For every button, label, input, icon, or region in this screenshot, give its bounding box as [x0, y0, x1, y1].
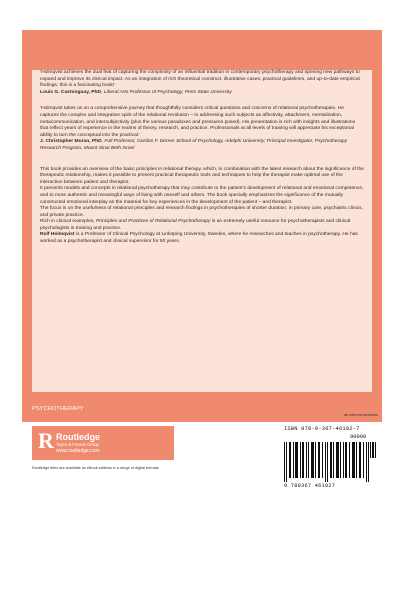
top-margin	[0, 0, 400, 30]
endorser-affiliation: Liberal Arts Professor of Psychology, Penn State University	[103, 89, 232, 95]
endorsement-attribution: Louis G. Castonguay, PhD, Liberal Arts Professor of Psychology, Penn State University	[40, 89, 232, 95]
publisher-name: Routledge	[56, 432, 100, 442]
informa-tagline: an informa business	[344, 413, 378, 417]
author-name: Rolf Holmqvist	[40, 232, 75, 238]
price-code: 90000	[350, 434, 367, 440]
endorser-name: Louis G. Castonguay, PhD	[40, 89, 102, 95]
description-paragraph: The focus is on the usefulness of relational principles and research findings in psychotherapies of shorter duration, in primary care, psychiatric clinics, and private practice.	[40, 206, 363, 218]
barcode-icon	[282, 442, 378, 482]
publisher-area	[22, 413, 382, 578]
book-title: Principles and Practices of Relational Psychotherapy	[96, 219, 211, 225]
routledge-logo	[32, 426, 174, 460]
endorsement-quote: ‘Holmqvist takes us on a comprehensive journey that thoughtfully considers critical questions and concerns of relational psychotherapies. He captures the complex and integrative spirit of the relational revolution – in addressing such subjects as affectivity, attachment, mentalization, metacommunication, and intersubjectivity (plus the various paradoxes and pressures posed). His presentation is rich with insights and illustrations that reflect years of experience in the realms of theory, research, and practice. Professionals at all levels of training will appreciate his exceptional ability to turn the conceptual into the practical.’	[40, 106, 356, 138]
ebook-note: Routledge titles are available as eBook editions in a range of digital formats	[32, 466, 159, 470]
barcode-digits: 9 780367 461027	[284, 483, 336, 489]
description-text: is an extremely useful resource for psychotherapists and clinical psychologists in training and practice.	[40, 219, 351, 231]
isbn-text: ISBN 978-0-367-46102-7	[284, 426, 360, 432]
author-bio	[40, 232, 364, 245]
endorsement	[40, 70, 364, 96]
endorsement-quote: ‘Holmqvist achieves the dual feat of capturing the complexity of an influential tradition in contemporary psychotherapy and opening new pathways to expand and improve its clinical impact. As an integration of rich theoretical construct, illustrative cases, practical guidelines, and up-to-date empirical findings, this is a fascinating book!’	[40, 70, 360, 89]
description-text: Rich in clinical examples,	[40, 219, 96, 225]
description-paragraph: This book provides an overview of the basic principles in relational therapy, which, in combination with the latest research about the significance of the therapeutic relationship, makes it possible to present practical therapeutic tools and techniques to help the therapist make optimal use of the interaction between patient and therapist.	[40, 166, 364, 185]
bottom-margin	[0, 578, 400, 600]
publisher-url: www.routledge.com	[56, 448, 100, 454]
text-panel	[32, 70, 372, 392]
endorsement	[40, 106, 364, 152]
endorsement-attribution: J. Christopher Muran, PhD, Full Professor, Gordon F. Derner School of Psychology, Adelphi University; Principal Investigator, Psychotherapy Research Program, Mount Sinai Beth Israel	[40, 139, 348, 151]
description-paragraph: It presents models and concepts in relational psychotherapy that may contribute to the patient’s development of relational and emotional competence, and to more authentic and meaningful ways of living with oneself and others. The book specially emphasizes the significance of the mutually constructed emotional interplay as the material for key experiences in the development of the patient – and therapist.	[40, 186, 364, 205]
publisher-group: Taylor & Francis Group	[56, 442, 99, 447]
endorser-affiliation: Full Professor, Gordon F. Derner School of Psychology, Adelphi University; Principal Investigator, Psychotherapy Research Program, Mount Sinai Beth Israel	[40, 139, 348, 151]
description-paragraph	[40, 219, 364, 232]
subject-category: PSYCHOTHERAPY	[32, 406, 84, 412]
endorser-name: J. Christopher Muran, PhD	[40, 139, 102, 145]
cover-frame	[22, 30, 382, 578]
author-bio-text: is a Professor of Clinical Psychology at Linköping University, Sweden, where he researches and teaches in psychotherapy. He has worked as a psychotherapist and clinical supervisor for 50 years.	[40, 232, 358, 245]
routledge-r-icon: R	[38, 428, 54, 453]
